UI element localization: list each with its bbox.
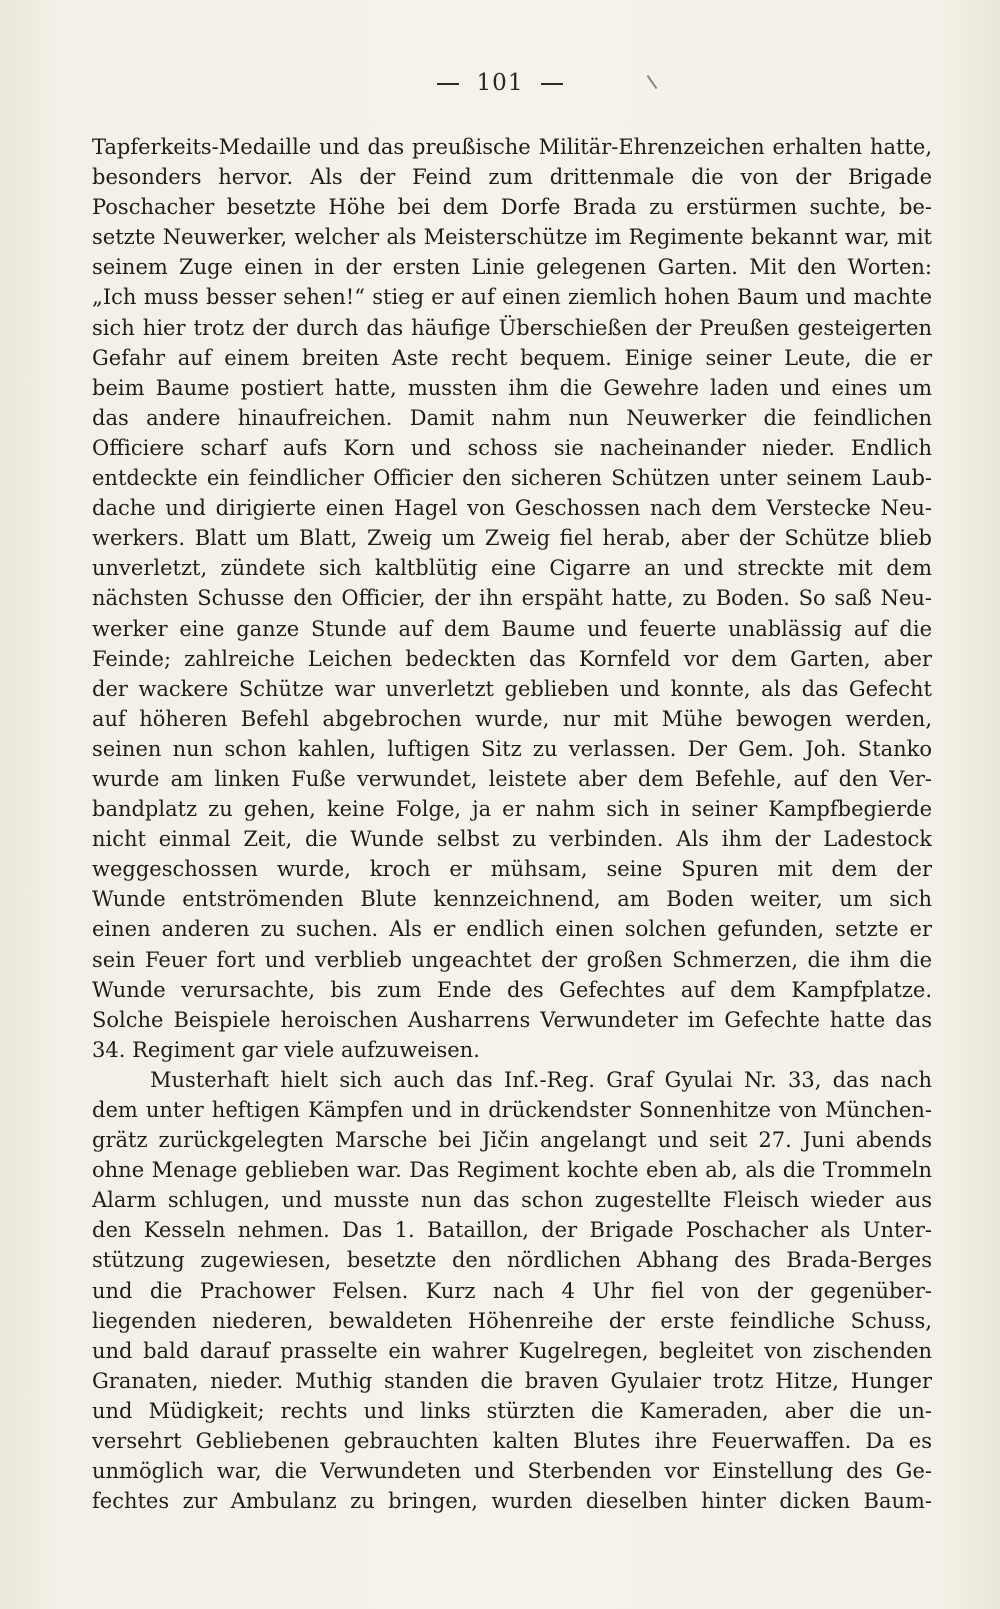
page-number-text: 101 [476,70,524,96]
text-line: unmöglich war, die Verwundeten und Sterbenden vor Einstellung des Ge- [92,1459,932,1484]
text-line: und die Prachower Felsen. Kurz nach 4 Uhr fiel von der gegenüber- [92,1278,932,1303]
text-line: bandplatz zu gehen, keine Folge, ja er nahm sich in seiner Kampfbegierde [92,797,932,822]
text-line: liegenden niederen, bewaldeten Höhenreihe der erste feindliche Schuss, [92,1308,932,1333]
text-line: Alarm schlugen, und musste nun das schon zugestellte Fleisch wieder aus [92,1188,932,1213]
text-line: wurde am linken Fuße verwundet, leistete aber dem Befehle, auf den Ver- [92,766,932,791]
text-line: besonders hervor. Als der Feind zum drittenmale die von der Brigade [92,165,932,190]
text-line: versehrt Gebliebenen gebrauchten kalten Blutes ihre Feuerwaffen. Da es [92,1429,932,1454]
text-line: Granaten, nieder. Muthig standen die braven Gyulaier trotz Hitze, Hunger [92,1368,932,1393]
text-line: auf höheren Befehl abgebrochen wurde, nur mit Mühe bewogen werden, [92,706,932,731]
body-text [92,132,932,1516]
text-line-paragraph-start: Musterhaft hielt sich auch das Inf.-Reg. Graf Gyulai Nr. 33, das nach [150,1067,932,1092]
text-line: weggeschossen wurde, kroch er mühsam, seine Spuren mit dem der [92,857,932,882]
text-line: unverletzt, zündete sich kaltblütig eine Cigarre an und streckte mit dem [92,556,932,581]
text-line: „Ich muss besser sehen!“ stieg er auf einen ziemlich hohen Baum und machte [92,285,932,310]
text-line: beim Baume postiert hatte, mussten ihm die Gewehre laden und eines um [92,375,932,400]
text-line: setzte Neuwerker, welcher als Meisterschütze im Regimente bekannt war, mit [92,225,932,250]
text-line: dem unter heftigen Kämpfen und in drückendster Sonnenhitze von München- [92,1098,932,1122]
text-line: ohne Menage geblieben war. Das Regiment kochte eben ab, als die Trommeln [92,1158,932,1183]
page-number-dash-right [541,83,563,85]
text-line: nächsten Schusse den Officier, der ihn erspäht hatte, zu Boden. So saß Neu- [92,586,932,611]
text-line: der wackere Schütze war unverletzt geblieben und konnte, als das Gefecht [92,676,932,701]
text-line: Solche Beispiele heroischen Ausharrens Verwundeter im Gefechte hatte das [92,1007,932,1032]
text-line: und Müdigkeit; rechts und links stürzten die Kameraden, aber die un- [92,1398,932,1423]
text-line: seinem Zuge einen in der ersten Linie gelegenen Garten. Mit den Worten: [92,255,932,280]
page-number [0,70,1000,96]
text-line: und bald darauf prasselte ein wahrer Kugelregen, begleitet von zischenden [92,1338,932,1363]
text-line-paragraph-end: 34. Regiment gar viele aufzuweisen. [92,1037,480,1062]
text-line: Feinde; zahlreiche Leichen bedeckten das Kornfeld vor dem Garten, aber [92,646,932,671]
text-line: dache und dirigierte einen Hagel von Geschossen nach dem Verstecke Neu- [92,496,932,521]
text-line: nicht einmal Zeit, die Wunde selbst zu verbinden. Als ihm der Ladestock [92,827,932,852]
text-line: Tapferkeits-Medaille und das preußische Militär-Ehrenzeichen erhalten hatte, [92,135,932,159]
text-line: stützung zugewiesen, besetzte den nördlichen Abhang des Brada-Berges [92,1248,932,1273]
text-line: seinen nun schon kahlen, luftigen Sitz zu verlassen. Der Gem. Joh. Stanko [92,736,932,761]
text-line: Poschacher besetzte Höhe bei dem Dorfe Brada zu erstürmen suchte, be- [92,195,932,220]
text-line: entdeckte ein feindlicher Officier den sicheren Schützen unter seinem Laub- [92,466,932,491]
text-line: fechtes zur Ambulanz zu bringen, wurden dieselben hinter dicken Baum- [92,1489,932,1514]
text-line: grätz zurückgelegten Marsche bei Jičin angelangt und seit 27. Juni abends [92,1128,932,1153]
text-line: sein Feuer fort und verblieb ungeachtet der großen Schmerzen, die ihm die [92,947,932,972]
page-number-dash-left [437,83,459,85]
text-line: einen anderen zu suchen. Als er endlich einen solchen gefunden, setzte er [92,917,932,942]
text-line: den Kesseln nehmen. Das 1. Bataillon, der Brigade Poschacher als Unter- [92,1218,932,1243]
text-line: sich hier trotz der durch das häufige Überschießen der Preußen gesteigerten [92,315,932,340]
text-line: Wunde entströmenden Blute kennzeichnend, am Boden weiter, um sich [92,887,932,912]
text-line: Wunde verursachte, bis zum Ende des Gefechtes auf dem Kampfplatze. [92,977,932,1002]
text-line: das andere hinaufreichen. Damit nahm nun Neuwerker die feindlichen [92,405,932,430]
text-line: werker eine ganze Stunde auf dem Baume und feuerte unablässig auf die [92,616,932,641]
text-line: Gefahr auf einem breiten Aste recht bequem. Einige seiner Leute, die er [92,345,932,370]
text-line: Officiere scharf aufs Korn und schoss sie nacheinander nieder. Endlich [92,435,932,460]
text-line: werkers. Blatt um Blatt, Zweig um Zweig fiel herab, aber der Schütze blieb [92,526,932,551]
